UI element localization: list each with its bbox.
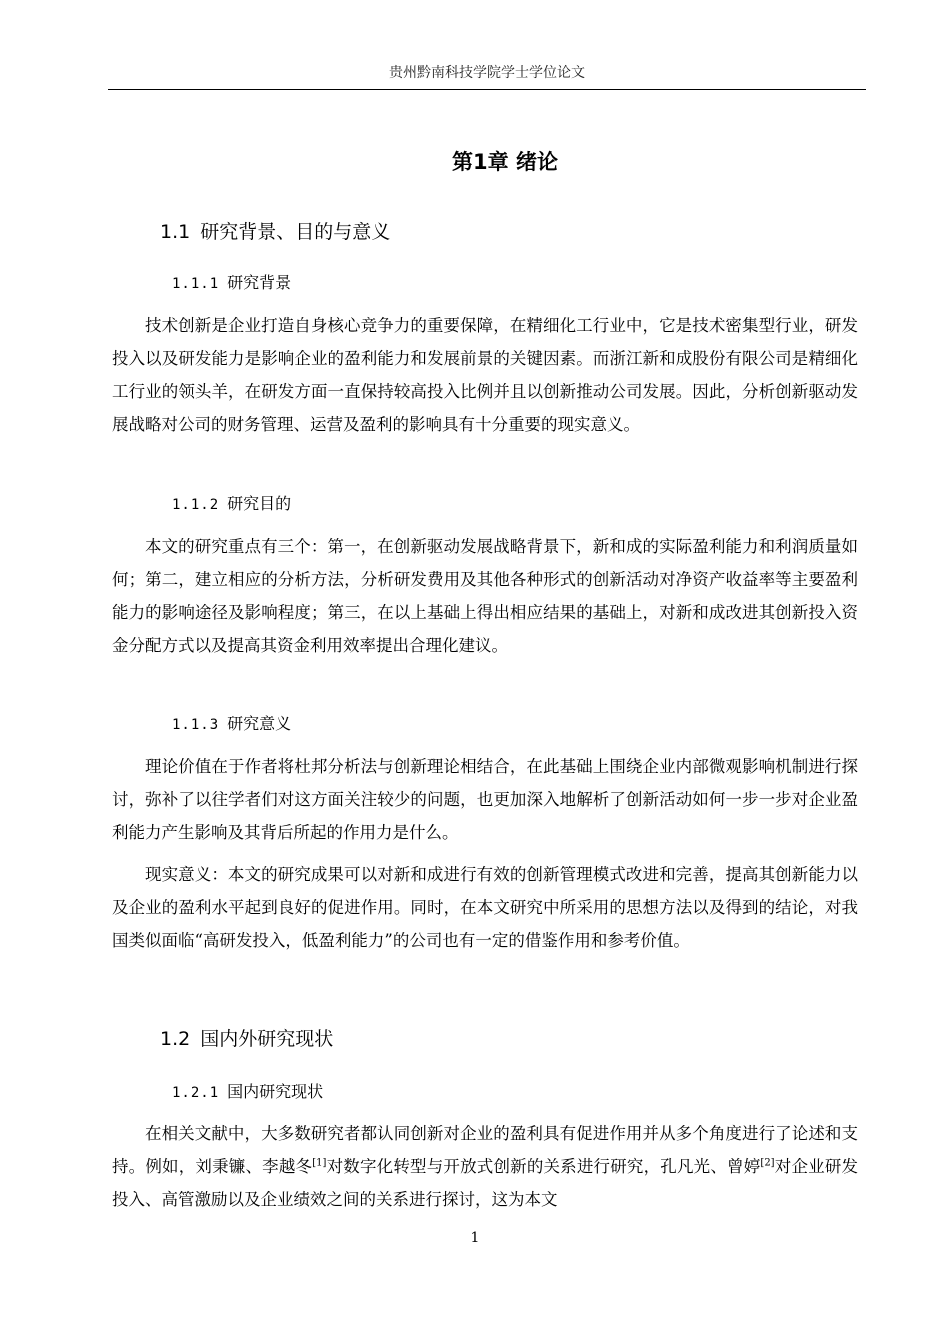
- page-number: 1: [470, 1230, 480, 1246]
- subsection-number: 1.1.1: [172, 276, 220, 292]
- subsection-heading-1-1-1: [172, 271, 291, 296]
- paragraph-domestic-research: [112, 1117, 858, 1216]
- paragraph-background: 技术创新是企业打造自身核心竞争力的重要保障，在精细化工行业中，它是技术密集型行业，研发投入以及研发能力是影响企业的盈利能力和发展前景的关键因素。而浙江新和成股份有限公司是精细化工行业的领头羊，在研发方面一直保持较高投入比例并且以创新推动公司发展。因此，分析创新驱动发展战略对公司的财务管理、运营及盈利的影响具有十分重要的现实意义。: [112, 316, 858, 434]
- citation-ref-2[interactable]: [2]: [760, 1157, 775, 1169]
- subsection-title: 研究意义: [227, 714, 292, 733]
- chapter-title: 第1章 绪论: [452, 150, 558, 174]
- text-run: 对企业研发投入、高管激励以及企业绩效之间的关系进行探讨，这为本文: [112, 1157, 859, 1209]
- subsection-heading-1-2-1: [172, 1080, 323, 1105]
- subsection-heading-1-1-3: [172, 712, 291, 737]
- section-title: 研究背景、目的与意义: [200, 221, 391, 243]
- section-number: 1.2: [160, 1028, 191, 1050]
- subsection-title: 研究背景: [227, 273, 292, 292]
- citation-ref-1[interactable]: [1]: [312, 1157, 327, 1169]
- paragraph-purpose: 本文的研究重点有三个：第一，在创新驱动发展战略背景下，新和成的实际盈利能力和利润质量如何；第二，建立相应的分析方法，分析研发费用及其他各种形式的创新活动对净资产收益率等主要盈利能力的影响途径及影响程度；第三，在以上基础上得出相应结果的基础上，对新和成改进其创新投入资金分配方式以及提高其资金利用效率提出合理化建议。: [112, 537, 858, 655]
- subsection-number: 1.2.1: [172, 1085, 220, 1101]
- subsection-title: 国内研究现状: [227, 1082, 324, 1101]
- section-title: 国内外研究现状: [200, 1028, 334, 1050]
- subsection-number: 1.1.2: [172, 497, 220, 513]
- running-header: 贵州黔南科技学院学士学位论文: [389, 65, 585, 81]
- subsection-number: 1.1.3: [172, 717, 220, 733]
- section-heading-1-1: [160, 218, 390, 246]
- section-number: 1.1: [160, 221, 191, 243]
- text-run: 在相关文献中，大多数研究者都认同创新对企业的盈利具有促进作用并从多个角度进行了论述和支持。例如，刘秉镰、李越冬: [112, 1124, 858, 1176]
- paragraph-significance-theory: 理论价值在于作者将杜邦分析法与创新理论相结合，在此基础上围绕企业内部微观影响机制进行探讨，弥补了以往学者们对这方面关注较少的问题，也更加深入地解析了创新活动如何一步一步对企业盈利能力产生影响及其背后所起的作用力是什么。: [112, 757, 858, 842]
- paragraph-significance-practice: 现实意义：本文的研究成果可以对新和成进行有效的创新管理模式改进和完善，提高其创新能力以及企业的盈利水平起到良好的促进作用。同时，在本文研究中所采用的思想方法以及得到的结论，对我国类似面临“高研发投入，低盈利能力”的公司也有一定的借鉴作用和参考价值。: [112, 865, 858, 950]
- subsection-title: 研究目的: [227, 494, 292, 513]
- header-rule: [108, 89, 866, 90]
- section-heading-1-2: [160, 1025, 333, 1053]
- subsection-heading-1-1-2: [172, 492, 291, 517]
- text-run: 对数字化转型与开放式创新的关系进行研究，孔凡光、曾婷: [326, 1157, 761, 1176]
